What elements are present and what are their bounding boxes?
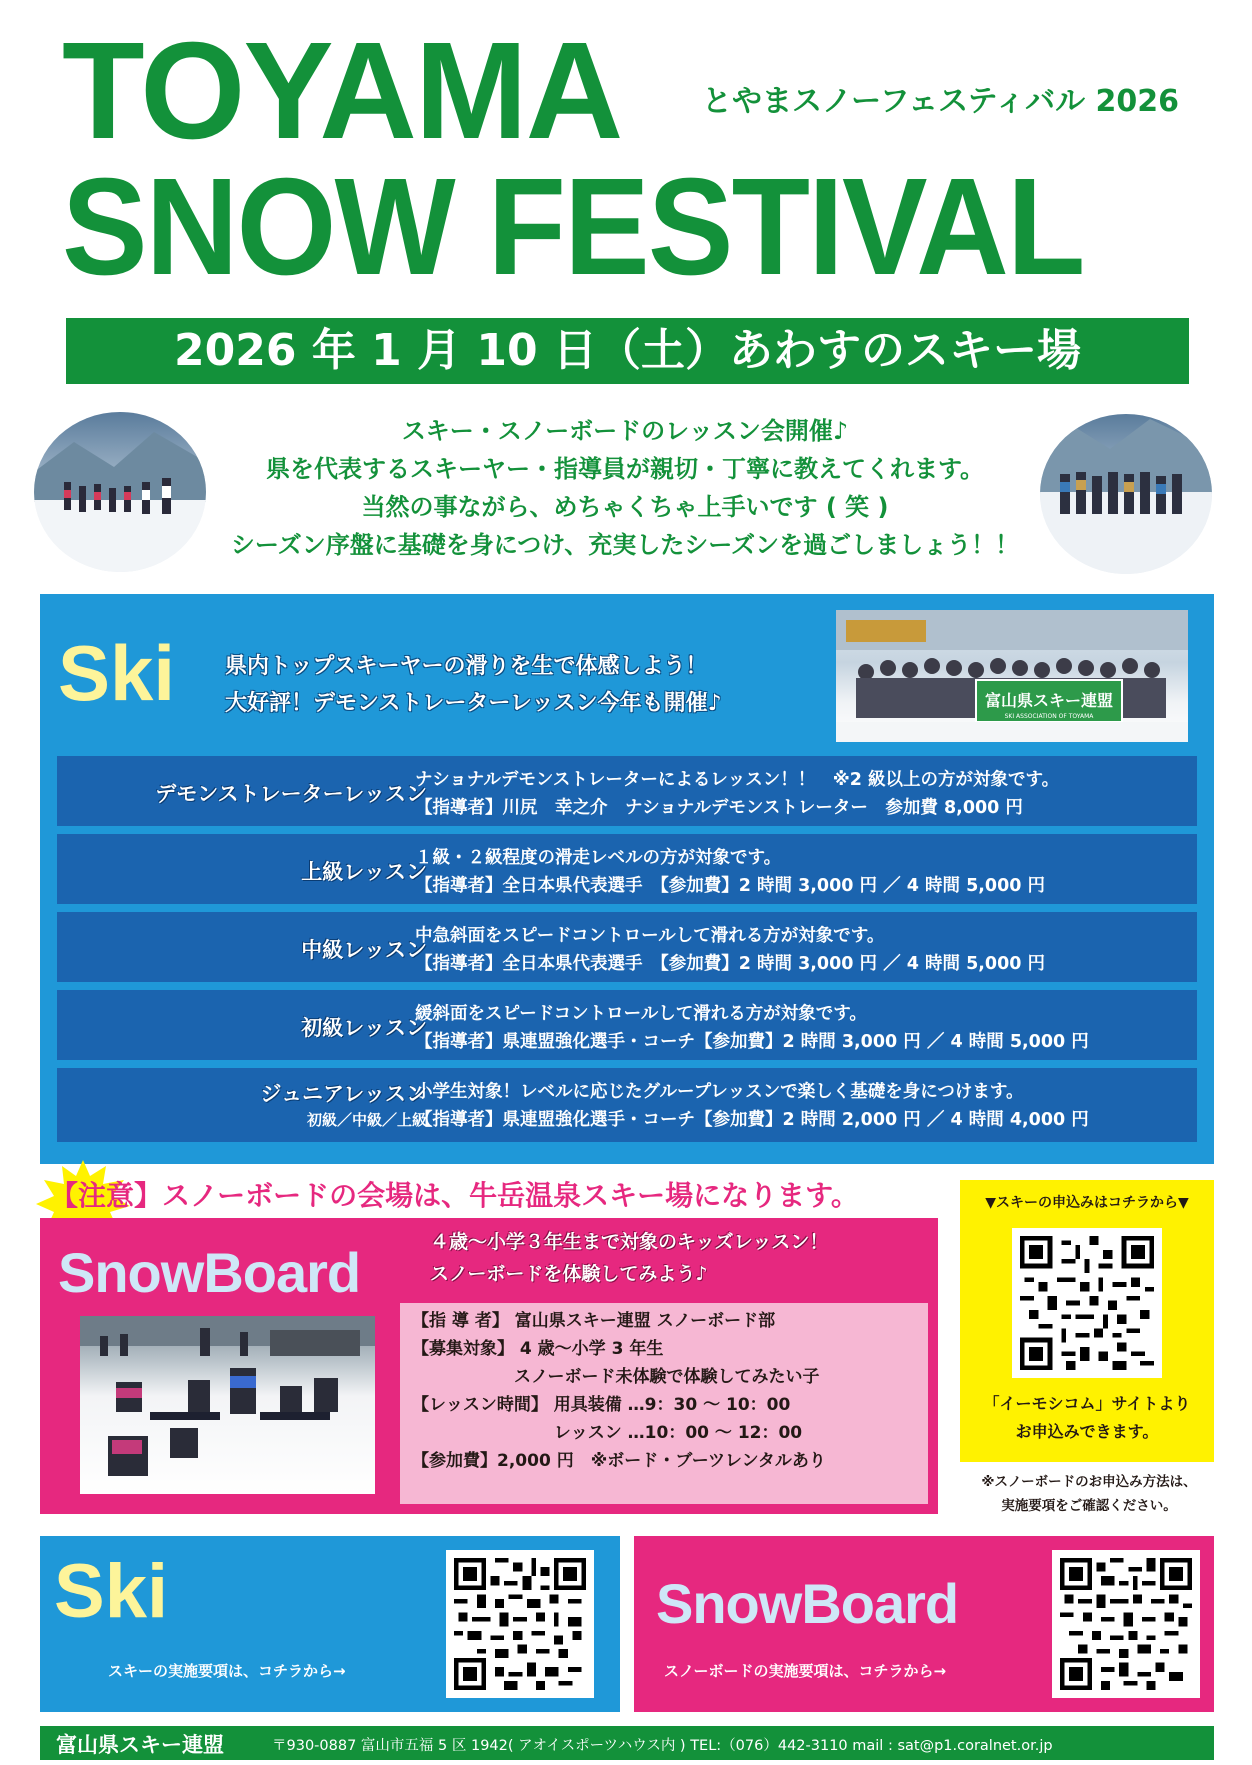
ski-group-photo bbox=[836, 610, 1188, 742]
group-photo-icon bbox=[1040, 414, 1212, 574]
ski-application-box bbox=[960, 1180, 1214, 1462]
title-snow-festival: SNOW FESTIVAL bbox=[62, 150, 1084, 304]
ski-tagline bbox=[225, 648, 722, 722]
info-instructor: 【指 導 者】 富山県スキー連盟 スノーボード部 bbox=[412, 1311, 776, 1331]
title-toyama: TOYAMA bbox=[62, 14, 622, 168]
banner-text: 富山県スキー連盟 bbox=[984, 691, 1114, 710]
qr-code-icon bbox=[1020, 1236, 1154, 1370]
snowboard-heading: SnowBoard bbox=[58, 1241, 361, 1304]
ski-guidelines-panel bbox=[40, 1536, 620, 1712]
footer-organization: 富山県スキー連盟 bbox=[56, 1733, 224, 1757]
application-line-2: お申込みできます。 bbox=[1015, 1422, 1159, 1441]
snowboard-venue-notice: 【注意】スノーボードの会場は、牛岳温泉スキー場になります。 bbox=[50, 1179, 859, 1212]
banner-subtext: SKI ASSOCIATION OF TOYAMA bbox=[1004, 713, 1094, 720]
footer-bar bbox=[40, 1726, 1214, 1760]
lesson-name: 上級レッスン bbox=[301, 860, 427, 884]
lesson-row-demonstrator bbox=[57, 756, 1197, 826]
snowboard-guidelines-panel bbox=[634, 1536, 1214, 1712]
info-time-prep: 【レッスン時間】 用具装備 …9：30 〜 10：00 bbox=[412, 1395, 791, 1415]
lesson-description: 緩斜面をスピードコントロールして滑れる方が対象です。 bbox=[415, 1004, 867, 1024]
info-time-lesson: レッスン …10：00 〜 12：00 bbox=[412, 1423, 803, 1443]
lesson-row-advanced bbox=[57, 834, 1197, 904]
lesson-description: １級・２級程度の滑走レベルの方が対象です。 bbox=[415, 848, 782, 868]
snowboard-bottom-heading: SnowBoard bbox=[656, 1572, 959, 1635]
ski-tagline-2: 大好評！デモンストレーターレッスン今年も開催♪ bbox=[225, 691, 722, 716]
lesson-description: 中急斜面をスピードコントロールして滑れる方が対象です。 bbox=[415, 926, 885, 946]
ski-application-qr-code[interactable] bbox=[1012, 1228, 1162, 1378]
lesson-name: 初級レッスン bbox=[301, 1016, 427, 1040]
ski-bottom-heading: Ski bbox=[54, 1549, 169, 1634]
snowboard-tagline bbox=[430, 1226, 828, 1290]
lesson-name: ジュニアレッスン bbox=[260, 1082, 427, 1106]
lesson-details: 【指導者】県連盟強化選手・コーチ【参加費】2 時間 2,000 円 ／ 4 時間 4,000 円 bbox=[415, 1110, 1089, 1130]
lesson-row-junior bbox=[57, 1068, 1197, 1142]
lesson-name: デモンストレーターレッスン bbox=[155, 782, 427, 806]
snowboard-tagline-1: ４歳〜小学３年生まで対象のキッズレッスン！ bbox=[430, 1231, 829, 1253]
snowboard-kids-photo bbox=[80, 1316, 375, 1494]
lesson-levels: 初級／中級／上級 bbox=[306, 1111, 427, 1129]
ski-guidelines-caption: スキーの実施要項は、コチラから→ bbox=[108, 1662, 346, 1680]
ski-tagline-1: 県内トップスキーヤーの滑りを生で体感しよう！ bbox=[225, 654, 708, 679]
lesson-details: 【指導者】全日本県代表選手 【参加費】2 時間 3,000 円 ／ 4 時間 5,000 円 bbox=[415, 876, 1046, 896]
lesson-details: 【指導者】県連盟強化選手・コーチ【参加費】2 時間 3,000 円 ／ 4 時間 5,000 円 bbox=[415, 1032, 1089, 1052]
ski-heading: Ski bbox=[58, 629, 176, 717]
application-header: ▼スキーの申込みはコチラから▼ bbox=[985, 1195, 1189, 1211]
note-line-2: 実施要項をご確認ください。 bbox=[1001, 1498, 1177, 1514]
intro-line: シーズン序盤に基礎を身につけ、充実したシーズンを過ごしましょう！！ bbox=[230, 531, 1020, 559]
lesson-details: 【指導者】全日本県代表選手 【参加費】2 時間 3,000 円 ／ 4 時間 5,000 円 bbox=[415, 954, 1046, 974]
lesson-details: 【指導者】川尻 幸之介 ナショナルデモンストレーター 参加費 8,000 円 bbox=[415, 798, 1023, 818]
photo-circle-left bbox=[34, 412, 206, 572]
application-line-1: 「イーモシコム」サイトより bbox=[983, 1394, 1191, 1413]
kids-snowboard-photo-icon bbox=[80, 1316, 375, 1494]
snowboard-info-box bbox=[400, 1303, 928, 1504]
application-instructions bbox=[960, 1390, 1214, 1446]
qr-code-icon bbox=[1060, 1558, 1192, 1690]
lesson-row-intermediate bbox=[57, 912, 1197, 982]
group-banner-photo-icon bbox=[836, 610, 1188, 742]
info-fee: 【参加費】2,000 円 ※ボード・ブーツレンタルあり bbox=[412, 1451, 826, 1471]
intro-text bbox=[200, 412, 1050, 564]
lesson-row-beginner bbox=[57, 990, 1197, 1060]
snowboard-guidelines-caption: スノーボードの実施要項は、コチラから→ bbox=[664, 1662, 947, 1680]
info-target-detail: スノーボード未体験で体験してみたい子 bbox=[412, 1367, 820, 1387]
info-target: 【募集対象】 4 歳〜小学 3 年生 bbox=[412, 1339, 664, 1359]
qr-code-icon bbox=[454, 1558, 586, 1690]
date-venue-bar: 2026 年 1 月 10 日（土）あわすのスキー場 bbox=[66, 318, 1189, 384]
snowboard-tagline-2: スノーボードを体験してみよう♪ bbox=[430, 1263, 708, 1285]
snowboard-guidelines-qr-code[interactable] bbox=[1052, 1550, 1200, 1698]
note-line-1: ※スノーボードのお申込み方法は、 bbox=[981, 1474, 1197, 1490]
ski-lesson-photo-icon bbox=[34, 412, 206, 572]
photo-circle-right bbox=[1040, 414, 1212, 574]
footer-contact: 〒930-0887 富山市五福 5 区 1942( アオイスポーツハウス内 ) TEL:（076）442-3110 mail : sat@p1.coralnet.or.jp bbox=[272, 1738, 1053, 1754]
lesson-description: ナショナルデモンストレーターによるレッスン！！ ※2 級以上の方が対象です。 bbox=[415, 770, 1060, 790]
intro-line: 県を代表するスキーヤー・指導員が親切・丁寧に教えてくれます。 bbox=[265, 455, 985, 483]
intro-line: スキー・スノーボードのレッスン会開催♪ bbox=[401, 417, 849, 445]
subtitle-japanese: とやまスノーフェスティバル 2026 bbox=[702, 84, 1180, 119]
snowboard-application-note bbox=[958, 1470, 1220, 1518]
intro-line: 当然の事ながら、めちゃくちゃ上手いです ( 笑 ) bbox=[361, 493, 889, 521]
ski-guidelines-qr-code[interactable] bbox=[446, 1550, 594, 1698]
lesson-description: 小学生対象！レベルに応じたグループレッスンで楽しく基礎を身につけます。 bbox=[415, 1082, 1024, 1102]
lesson-name: 中級レッスン bbox=[301, 938, 427, 962]
